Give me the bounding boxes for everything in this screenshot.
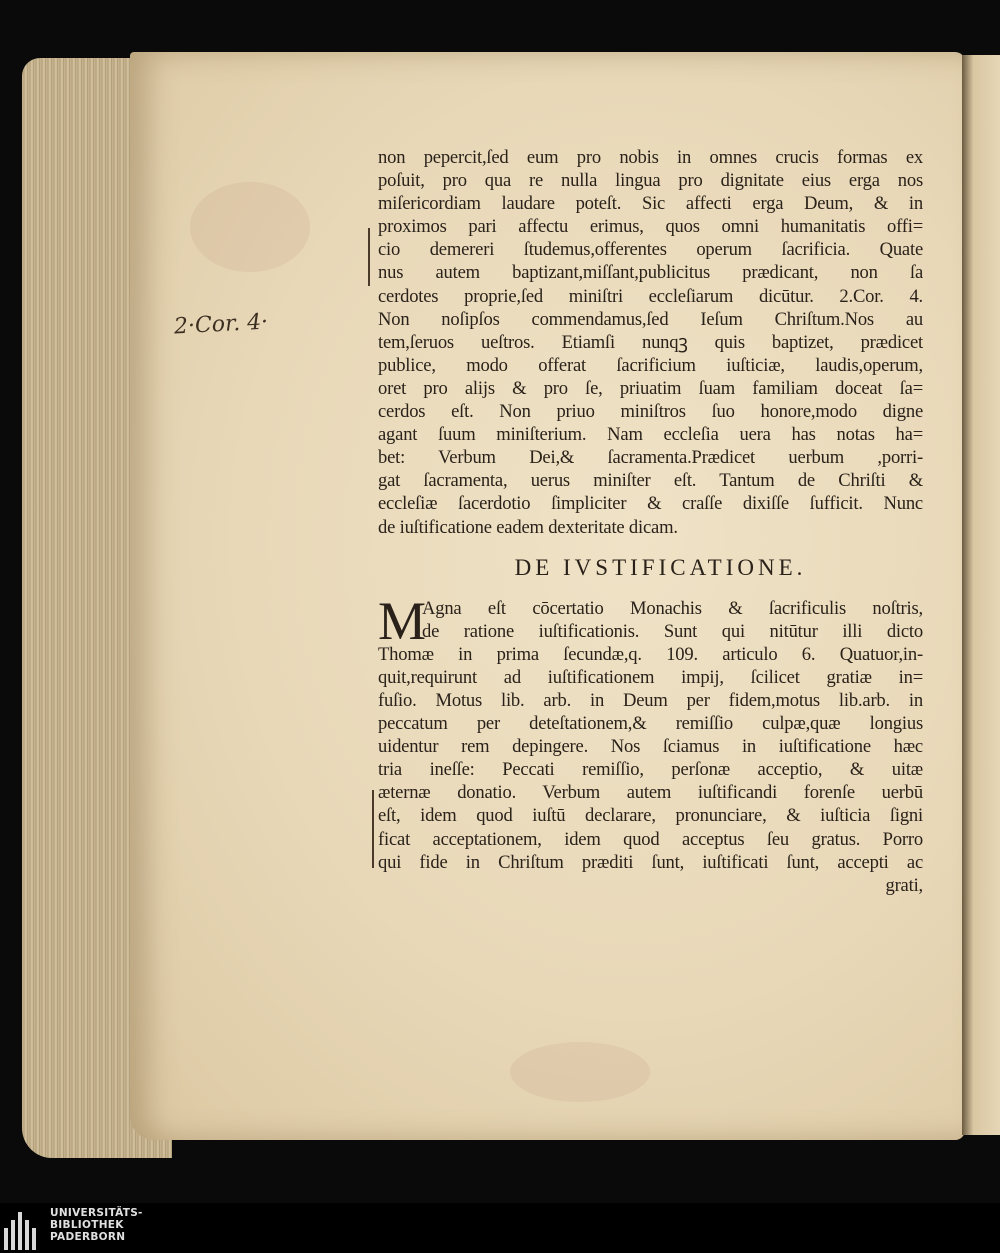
text-line: nus autem baptizant,miſſant,publicitus prædicant, non ſa xyxy=(378,262,923,284)
text-line: Non noſipſos commendamus,ſed Ieſum Chriſtum.Nos au xyxy=(378,308,923,330)
library-logo-icon xyxy=(4,1210,42,1250)
paragraph-2-opening xyxy=(378,590,923,651)
body-text xyxy=(378,146,923,897)
text-line: proximos pari affectu erimus, quos omni humanitatis offi= xyxy=(378,216,923,238)
text-line: agant ſuum miniſterium. Nam eccleſia uera has notas ha= xyxy=(378,424,923,446)
text-line: de ratione iuſtificationis. Sunt qui nitūtur illi dicto xyxy=(422,620,923,642)
library-name-line: BIBLIOTHEK xyxy=(50,1219,124,1231)
catchword: grati, xyxy=(885,874,923,896)
text-line: cio demereri ſtudemus,offerentes operum ſacrificia. Quate xyxy=(378,239,923,261)
library-name-line: UNIVERSITÄTS- xyxy=(50,1207,143,1219)
library-name-line: PADERBORN xyxy=(50,1231,126,1243)
text-line: tem,ſeruos ueſtros. Etiamſi nunqꝫ quis baptizet, prædicet xyxy=(378,331,923,353)
library-footer xyxy=(0,1203,1000,1253)
text-line: de iuſtificatione eadem dexteritate dicam. xyxy=(378,516,678,538)
text-line: oret pro alijs & pro ſe, priuatim ſuam familiam doceat ſa= xyxy=(378,377,923,399)
paragraph-2 xyxy=(378,590,923,874)
text-line: ficat acceptationem, idem quod acceptus ſeu gratus. Porro xyxy=(378,828,923,850)
text-line: cerdos eſt. Non priuo miniſtros ſuo honore,modo digne xyxy=(378,401,923,423)
section-heading: DE IVSTIFICATIONE. xyxy=(514,554,807,580)
margin-annotation: 2·Cor. 4· xyxy=(173,309,269,340)
paragraph-2-body xyxy=(378,643,923,874)
text-line: gat ſacramenta, uerus miniſter eſt. Tantum de Chriſti & xyxy=(378,470,923,492)
text-line: eſt, idem quod iuſtū declarare, pronunciare, & iuſticia ſigni xyxy=(378,805,923,827)
library-name xyxy=(50,1207,143,1243)
drop-capital: M xyxy=(378,590,427,651)
paper-stain xyxy=(190,182,310,272)
paragraph-1 xyxy=(378,146,923,539)
text-line: fuſio. Motus lib. arb. in Deum per fidem,motus lib.arb. in xyxy=(378,689,923,711)
text-line: non pepercit,ſed eum pro nobis in omnes crucis formas ex xyxy=(378,147,923,168)
text-line: eccleſiæ ſacerdotio ſimpliciter & craſſe dixiſſe ſufficit. Nunc xyxy=(378,493,923,515)
text-line: poſuit, pro qua re nulla lingua pro dignitate eius erga nos xyxy=(378,170,923,192)
text-line: qui fide in Chriſtum præditi ſunt, iuſtificati ſunt, accepti ac xyxy=(378,851,923,873)
text-line: Thomæ in prima ſecundæ,q. 109. articulo 6. Quatuor,in- xyxy=(378,643,923,665)
text-line: miſericordiam laudare poteſt. Sic affecti erga Deum, & in xyxy=(378,193,923,215)
text-line: Agna eſt cōcertatio Monachis & ſacrificulis noſtris, xyxy=(422,597,923,619)
text-line: publice, modo offerat ſacrificium iuſticiæ, laudis,operum, xyxy=(378,354,923,376)
text-line: bet: Verbum Dei,& ſacramenta.Prædicet uerbum ,porri- xyxy=(378,447,923,469)
text-line: æternæ donatio. Verbum autem iuſtificandi forenſe uerbū xyxy=(378,782,923,804)
text-line: tria ineſſe: Peccati remiſſio, perſonæ acceptio, & uitæ xyxy=(378,759,923,781)
text-line: peccatum per deteſtationem,& remiſſio culpæ,quæ longius xyxy=(378,713,923,735)
facing-page-edge xyxy=(962,55,1000,1135)
margin-bracket xyxy=(372,790,374,868)
text-line: quit,requirunt ad iuſtificationem impij, ſcilicet gratiæ in= xyxy=(378,666,923,688)
margin-bracket xyxy=(368,228,370,286)
text-line: cerdotes proprie,ſed miniſtri eccleſiarum dicūtur. 2.Cor. 4. xyxy=(378,285,923,307)
text-line: uidentur rem depingere. Nos ſciamus in iuſtificatione hæc xyxy=(378,736,923,758)
paper-stain xyxy=(510,1042,650,1102)
